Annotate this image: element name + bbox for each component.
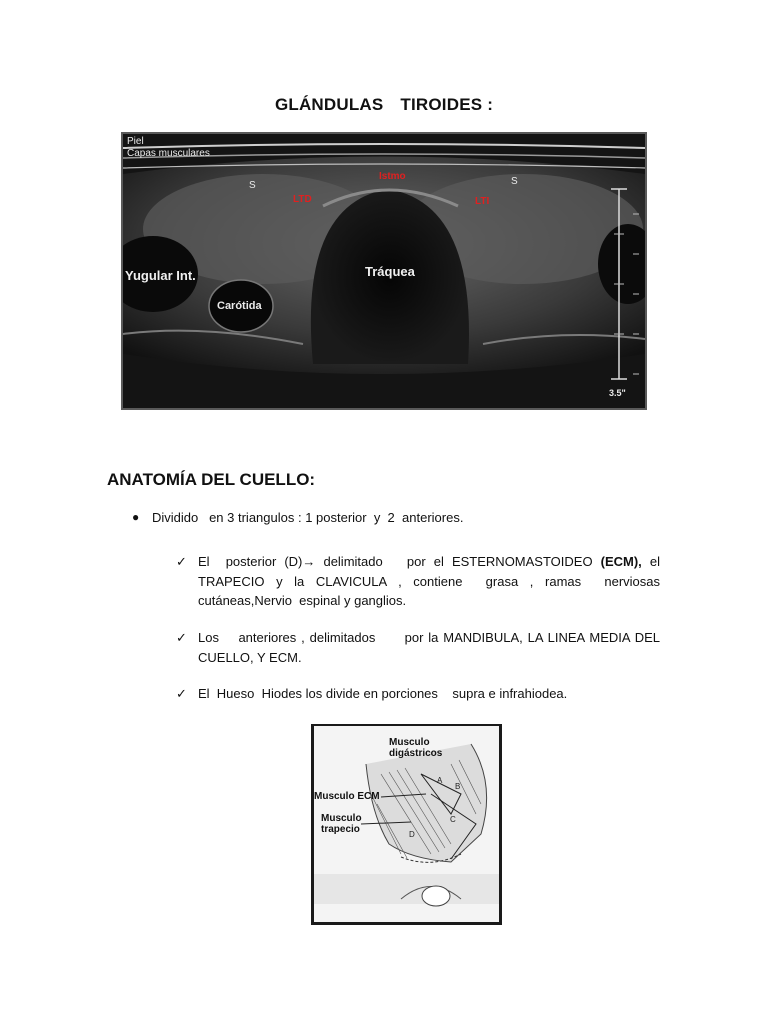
check-text-mid: delimitado por el ESTERNOMASTOIDEO (315, 554, 601, 569)
arrow-icon: → (302, 554, 316, 569)
label-musculo-digastricos: Musculo digástricos (389, 737, 443, 759)
check-icon: ✓ (176, 686, 187, 701)
check-icon: ✓ (176, 554, 187, 569)
neck-triangles-figure (311, 724, 502, 925)
label-lti: LTI (475, 196, 490, 207)
triangle-letter-d: D (409, 830, 415, 839)
label-s-right: S (511, 176, 518, 187)
check-text-pre: El posterior (D) (198, 554, 303, 569)
title-part-2: TIROIDES : (400, 95, 494, 114)
check-item-posterior (176, 552, 664, 611)
label-yugular: Yugular Int. (125, 268, 196, 283)
check-text: Los anteriores , delimitados por la MANDIBULA, LA LINEA MEDIA DEL CUELLO, Y ECM. (198, 630, 664, 665)
check-item-hioides (176, 684, 660, 704)
check-text-post: el TRAPECIO y la CLAVICULA , contiene grasa , ramas nerviosas cutáneas,Nervio espinal y ganglios. (198, 554, 664, 608)
label-musculo-trapecio: Musculo trapecio (321, 813, 362, 835)
label-traquea: Tráquea (365, 264, 415, 279)
triangle-letter-b: B (455, 782, 461, 791)
triangle-letter-a: A (437, 776, 443, 785)
label-s-left: S (249, 180, 256, 191)
bullet-dot-icon: ● (132, 510, 140, 524)
bullet-item (132, 510, 463, 525)
title-part-1: GLÁNDULAS (274, 95, 384, 114)
triangle-letter-c: C (450, 815, 456, 824)
label-carotida: Carótida (217, 300, 262, 312)
section-heading: ANATOMÍA DEL CUELLO: (107, 470, 316, 489)
label-piel: Piel (127, 136, 144, 147)
bullet-text: Dividido en 3 triangulos : 1 posterior y 2 anteriores. (152, 510, 464, 525)
label-istmo: Istmo (379, 171, 406, 182)
check-text: El Hueso Hiodes los divide en porciones supra e infrahiodea. (198, 686, 568, 701)
label-capas-musculares: Capas musculares (127, 148, 210, 159)
check-text-bold: (ECM), (600, 554, 642, 569)
check-item-anteriores (176, 628, 664, 667)
label-ltd: LTD (293, 194, 312, 205)
page-title (0, 95, 768, 115)
label-musculo-ecm: Musculo ECM (314, 791, 380, 802)
check-icon: ✓ (176, 630, 187, 645)
label-scale: 3.5" (609, 388, 626, 398)
check-text (198, 552, 664, 611)
thyroid-ultrasound-image (121, 132, 647, 410)
